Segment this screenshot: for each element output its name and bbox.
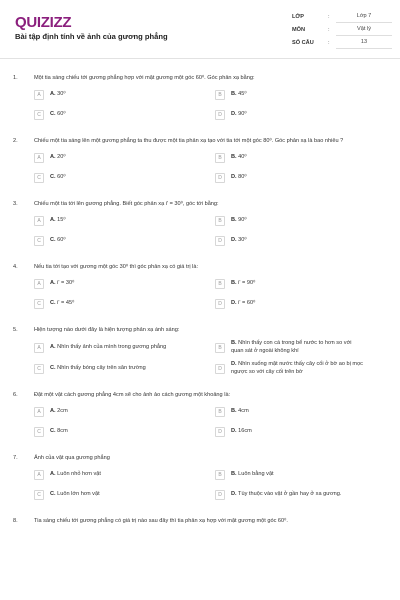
question-text: Chiếu một tia tới lên gương phẳng. Biết góc phản xạ i' = 30⁰, góc tới bằng: xyxy=(34,201,219,207)
question-item xyxy=(0,517,400,525)
quizizz-logo: QUIZIZZ xyxy=(15,14,72,31)
question-text: Hiện tượng nào dưới đây là hiện tượng phản xạ ánh sáng: xyxy=(34,327,180,333)
option-key: B. xyxy=(231,280,237,287)
option-key: D. xyxy=(231,491,237,498)
answer-option-d[interactable] xyxy=(215,108,364,122)
question-number: 7. xyxy=(13,455,18,461)
meta-label: SỐ CÂU xyxy=(292,39,314,46)
answer-option-a[interactable] xyxy=(34,151,215,165)
option-key: C. xyxy=(50,491,56,498)
question-item xyxy=(0,263,400,311)
option-key: C. xyxy=(50,174,56,181)
option-key: B. xyxy=(231,217,237,224)
answer-option-c[interactable] xyxy=(34,361,215,376)
option-text xyxy=(231,471,274,479)
answer-option-c[interactable] xyxy=(34,297,215,311)
option-letter-box: D xyxy=(215,364,225,374)
option-key: D. xyxy=(231,361,237,367)
answer-options xyxy=(34,277,364,311)
meta-label: MÔN xyxy=(292,26,306,33)
question-header xyxy=(0,263,400,271)
question-item xyxy=(0,200,400,248)
option-text xyxy=(231,280,255,288)
option-letter-box: C xyxy=(34,299,44,309)
meta-value: Lớp 7 xyxy=(336,11,392,23)
option-letter-box: C xyxy=(34,427,44,437)
option-key: B. xyxy=(231,408,237,415)
answer-option-d[interactable] xyxy=(215,361,364,376)
meta-row-question-count xyxy=(292,36,392,49)
answer-options xyxy=(34,151,364,185)
option-letter-box: D xyxy=(215,236,225,246)
option-letter-box: A xyxy=(34,279,44,289)
meta-value: 13 xyxy=(336,37,392,49)
answer-option-d[interactable] xyxy=(215,171,364,185)
answer-option-c[interactable] xyxy=(34,171,215,185)
option-value: 20⁰ xyxy=(57,154,66,161)
option-value: 8cm xyxy=(57,428,68,435)
option-key: A. xyxy=(50,154,56,161)
option-text xyxy=(231,361,364,376)
answer-option-b[interactable] xyxy=(215,88,364,102)
answer-option-a[interactable] xyxy=(34,88,215,102)
option-key: D. xyxy=(231,428,237,435)
option-key: D. xyxy=(231,174,237,181)
option-key: B. xyxy=(231,91,237,98)
option-value: Nhìn thấy ảnh của mình trong gương phẳng xyxy=(57,343,167,350)
question-number: 5. xyxy=(13,327,18,333)
option-letter-box: B xyxy=(215,407,225,417)
answer-option-a[interactable] xyxy=(34,405,215,419)
option-text xyxy=(50,344,166,352)
option-text xyxy=(50,280,74,288)
option-letter-box: C xyxy=(34,173,44,183)
option-letter-box: B xyxy=(215,343,225,353)
answer-options xyxy=(34,88,364,122)
option-value: Luôn bằng vật xyxy=(238,471,274,478)
option-letter-box: B xyxy=(215,470,225,480)
option-key: A. xyxy=(50,343,56,350)
meta-separator: : xyxy=(328,39,330,46)
question-header xyxy=(0,391,400,399)
question-text: Ảnh của vật qua gương phẳng xyxy=(34,455,110,461)
option-key: A. xyxy=(50,280,56,287)
option-letter-box: D xyxy=(215,110,225,120)
answer-option-b[interactable] xyxy=(215,405,364,419)
meta-row-subject xyxy=(292,23,392,36)
option-value: Nhìn thấy con cá trong bể nước to hơn so với quan sát ở ngoài không khí xyxy=(231,340,352,354)
option-text xyxy=(231,408,249,416)
answer-option-c[interactable] xyxy=(34,488,215,502)
option-key: D. xyxy=(231,300,237,307)
option-key: B. xyxy=(231,154,237,161)
meta-row-grade xyxy=(292,10,392,23)
question-number: 8. xyxy=(13,518,18,524)
option-text xyxy=(50,408,68,416)
option-text xyxy=(231,340,364,355)
option-letter-box: D xyxy=(215,427,225,437)
option-text xyxy=(231,428,252,436)
question-text: Nếu tia tới tạo với gương một góc 30⁰ thì góc phản xạ có giá trị là: xyxy=(34,264,199,270)
answer-option-a[interactable] xyxy=(34,277,215,291)
option-text xyxy=(231,174,247,182)
option-key: C. xyxy=(50,364,56,371)
option-value: 30⁰ xyxy=(57,91,66,98)
option-text xyxy=(231,300,255,308)
meta-separator: : xyxy=(328,13,330,20)
option-value: 4cm xyxy=(238,408,249,415)
option-letter-box: C xyxy=(34,364,44,374)
option-text xyxy=(50,237,66,245)
option-key: A. xyxy=(50,91,56,98)
option-value: 45⁰ xyxy=(238,91,247,98)
question-number: 2. xyxy=(13,138,18,144)
answer-option-d[interactable] xyxy=(215,297,364,311)
question-number: 3. xyxy=(13,201,18,207)
option-text xyxy=(231,237,247,245)
option-value: 60⁰ xyxy=(57,174,66,181)
option-value: i' = 30⁰ xyxy=(57,280,75,287)
answer-option-d[interactable] xyxy=(215,234,364,248)
question-number: 4. xyxy=(13,264,18,270)
answer-option-c[interactable] xyxy=(34,234,215,248)
question-item xyxy=(0,137,400,185)
option-key: D. xyxy=(231,237,237,244)
option-letter-box: B xyxy=(215,279,225,289)
option-text xyxy=(50,428,68,436)
question-item xyxy=(0,74,400,122)
option-text xyxy=(50,491,100,499)
question-header xyxy=(0,326,400,334)
question-text: Tia sáng chiếu tới gương phẳng có giá trị nào sau đây thì tia phản xạ hợp với mặt gương một góc 60⁰. xyxy=(34,518,288,524)
answer-option-c[interactable] xyxy=(34,108,215,122)
question-item xyxy=(0,391,400,439)
option-letter-box: D xyxy=(215,173,225,183)
option-text xyxy=(50,471,101,479)
option-value: 80⁰ xyxy=(238,174,247,181)
option-key: A. xyxy=(50,217,56,224)
question-text: Một tia sáng chiếu tới gương phẳng hợp với mặt gương một góc 60⁰. Góc phản xạ bằng: xyxy=(34,75,255,81)
question-text: Đặt một vật cách gương phẳng 4cm sẽ cho ảnh ảo cách gương một khoảng là: xyxy=(34,392,231,398)
option-text xyxy=(50,154,66,162)
option-text xyxy=(231,491,341,499)
option-letter-box: C xyxy=(34,110,44,120)
option-key: C. xyxy=(50,428,56,435)
answer-options xyxy=(34,468,364,502)
option-value: Nhìn thấy bóng cây trên sân trường xyxy=(57,364,146,371)
option-value: Nhìn xuống mặt nước thấy cây cối ở bờ ao bị mọc ngược so với cây cối trên bờ xyxy=(231,361,363,375)
question-number: 6. xyxy=(13,392,18,398)
question-header xyxy=(0,454,400,462)
answer-option-b[interactable] xyxy=(215,468,364,482)
option-text xyxy=(50,111,66,119)
question-header xyxy=(0,200,400,208)
meta-label: LỚP xyxy=(292,13,304,20)
option-key: D. xyxy=(231,111,237,118)
option-value: 30⁰ xyxy=(238,237,247,244)
question-header xyxy=(0,137,400,145)
option-key: B. xyxy=(231,340,237,346)
option-value: 90⁰ xyxy=(238,111,247,118)
worksheet-header xyxy=(0,0,400,59)
meta-separator: : xyxy=(328,26,330,33)
option-text xyxy=(231,154,247,162)
option-letter-box: A xyxy=(34,343,44,353)
question-header xyxy=(0,74,400,82)
option-letter-box: A xyxy=(34,216,44,226)
option-letter-box: B xyxy=(215,216,225,226)
option-value: 40⁰ xyxy=(238,154,247,161)
option-value: Luôn lớn hơn vật xyxy=(57,491,100,498)
option-letter-box: A xyxy=(34,153,44,163)
option-text xyxy=(50,300,74,308)
worksheet-meta xyxy=(292,10,392,49)
option-value: Luôn nhỏ hơn vật xyxy=(57,471,101,478)
option-value: Tùy thuộc vào vật ở gần hay ở xa gương. xyxy=(238,491,342,498)
option-letter-box: C xyxy=(34,236,44,246)
option-key: B. xyxy=(231,471,237,478)
option-letter-box: A xyxy=(34,470,44,480)
option-letter-box: A xyxy=(34,90,44,100)
option-letter-box: D xyxy=(215,299,225,309)
answer-option-b[interactable] xyxy=(215,151,364,165)
answer-option-b[interactable] xyxy=(215,340,364,355)
option-value: 16cm xyxy=(238,428,252,435)
question-item xyxy=(0,326,400,376)
option-key: A. xyxy=(50,408,56,415)
question-header xyxy=(0,517,400,525)
question-number: 1. xyxy=(13,75,18,81)
option-value: 60⁰ xyxy=(57,111,66,118)
option-letter-box: B xyxy=(215,153,225,163)
option-text xyxy=(50,365,146,373)
answer-option-a[interactable] xyxy=(34,340,215,355)
answer-option-b[interactable] xyxy=(215,277,364,291)
answer-options xyxy=(34,340,364,376)
option-value: 90⁰ xyxy=(238,217,247,224)
option-text xyxy=(50,91,66,99)
answer-option-d[interactable] xyxy=(215,425,364,439)
option-key: A. xyxy=(50,471,56,478)
question-text: Chiếu một tia sáng lên một gương phẳng ta thu được một tia phản xạ tạo với tia tới một góc 80⁰. Góc phản xạ là bao nhiêu ? xyxy=(34,138,344,144)
option-text xyxy=(231,217,247,225)
meta-value: Vật lý xyxy=(336,24,392,36)
question-item xyxy=(0,454,400,502)
option-letter-box: C xyxy=(34,490,44,500)
question-list xyxy=(0,74,400,540)
option-value: i' = 60⁰ xyxy=(238,300,256,307)
option-value: i' = 45⁰ xyxy=(57,300,75,307)
option-value: 60⁰ xyxy=(57,237,66,244)
option-value: 15⁰ xyxy=(57,217,66,224)
answer-option-d[interactable] xyxy=(215,488,364,502)
option-key: C. xyxy=(50,237,56,244)
answer-option-a[interactable] xyxy=(34,214,215,228)
option-text xyxy=(50,174,66,182)
option-key: C. xyxy=(50,300,56,307)
option-text xyxy=(231,111,247,119)
option-letter-box: D xyxy=(215,490,225,500)
answer-option-b[interactable] xyxy=(215,214,364,228)
option-value: 2cm xyxy=(57,408,68,415)
answer-options xyxy=(34,405,364,439)
answer-option-a[interactable] xyxy=(34,468,215,482)
page-title: Bài tập định tính về ảnh của gương phẳng xyxy=(15,32,168,41)
option-letter-box: A xyxy=(34,407,44,417)
answer-option-c[interactable] xyxy=(34,425,215,439)
option-text xyxy=(231,91,247,99)
option-value: i' = 90⁰ xyxy=(238,280,256,287)
option-key: C. xyxy=(50,111,56,118)
option-letter-box: B xyxy=(215,90,225,100)
answer-options xyxy=(34,214,364,248)
option-text xyxy=(50,217,66,225)
